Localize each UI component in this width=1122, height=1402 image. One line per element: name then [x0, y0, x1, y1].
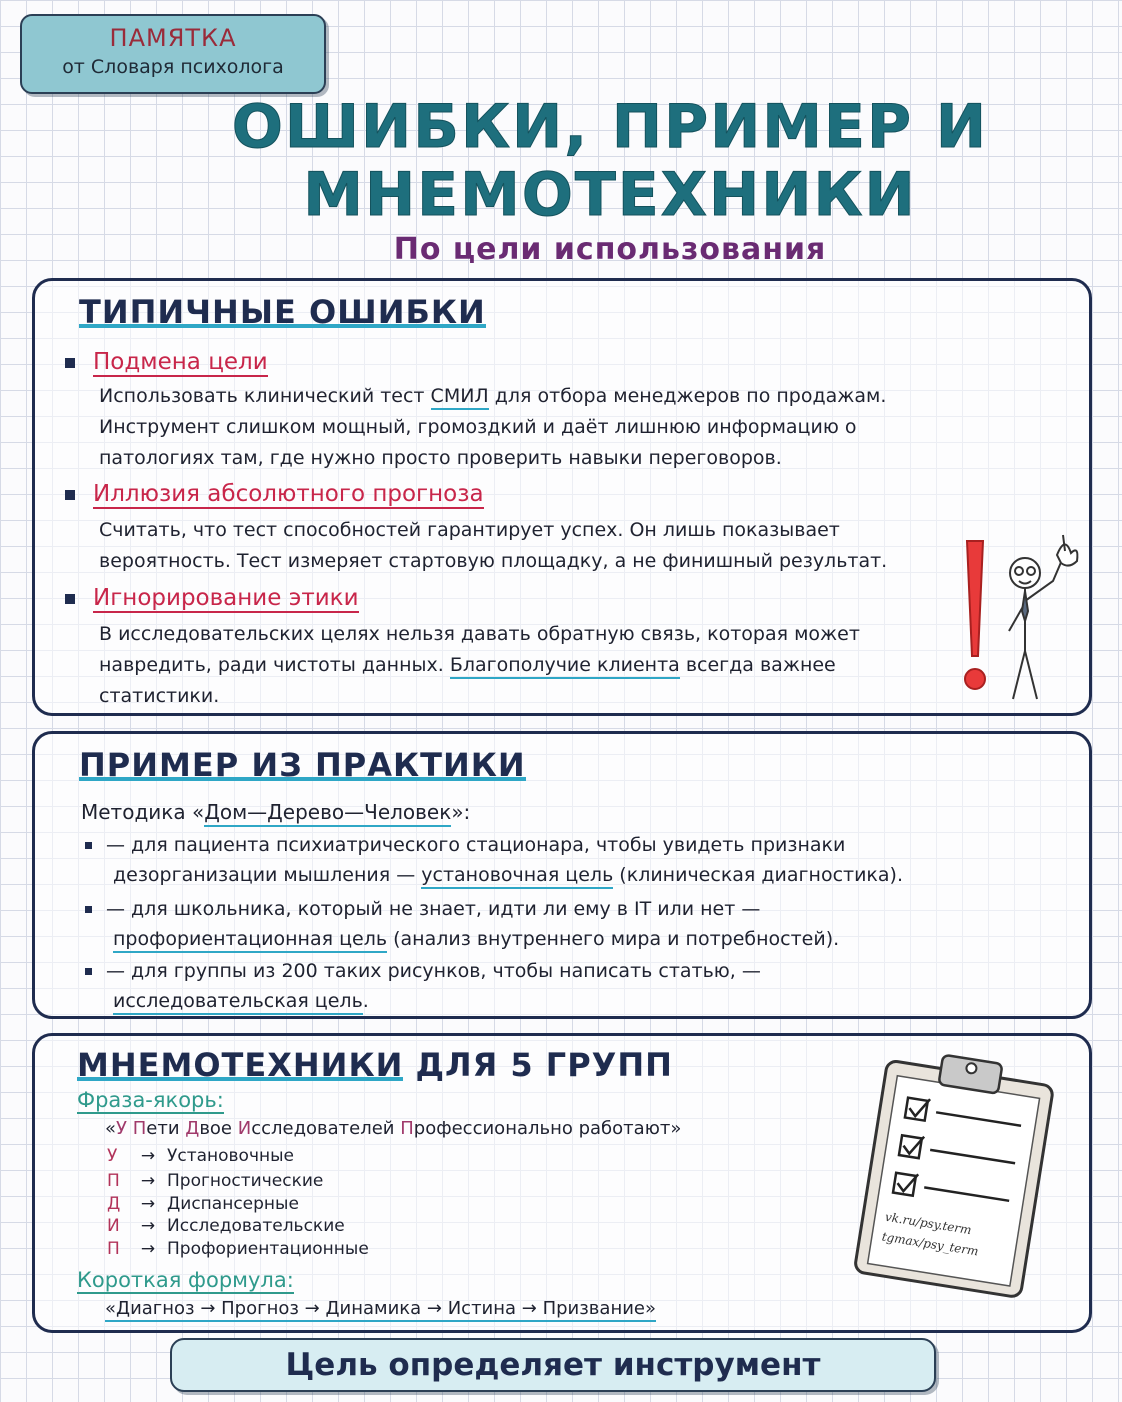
group-item-1 [107, 1146, 294, 1166]
phrase-rest: рофессионально работают» [413, 1118, 682, 1139]
mnemonics-title [77, 1046, 673, 1084]
bullet-icon [65, 490, 75, 500]
bullet-icon [85, 842, 92, 849]
clipboard-illustration [847, 1039, 1062, 1304]
phrase-rest: сследователей [251, 1118, 401, 1139]
arrow-icon: → [140, 1239, 156, 1259]
errors-title [79, 293, 486, 331]
example-2-line2b: (анализ внутреннего мира и потребностей). [387, 928, 840, 950]
example-bullet-3-cont [113, 990, 369, 1012]
error-1-text-a: Использовать клинический тест [99, 385, 431, 407]
formula-label [77, 1268, 294, 1292]
group-letter: И [107, 1216, 120, 1236]
group-word: Установочные [167, 1146, 295, 1166]
memo-source: от Словаря психолога [62, 56, 284, 78]
phrase-letter: П [132, 1118, 147, 1139]
error-3-text-b: всегда важнее статистики. [99, 654, 836, 707]
error-item-3-text [99, 619, 939, 712]
bullet-icon [65, 358, 75, 368]
method-name: Дом—Дерево—Человек [204, 800, 451, 827]
bullet-icon [85, 968, 92, 975]
page-title-line1: ОШИБКИ, ПРИМЕР И [231, 92, 989, 162]
error-item-3-heading [65, 585, 359, 611]
group-word: Диспансерные [167, 1194, 299, 1214]
example-title [79, 746, 526, 784]
footer-banner: Цель определяет инструмент [170, 1338, 936, 1392]
example-title-text: ПРИМЕР ИЗ ПРАКТИКИ [79, 746, 526, 784]
memo-tag [20, 14, 326, 94]
group-item-4 [107, 1216, 345, 1236]
formula-label-text: Короткая формула: [77, 1268, 294, 1292]
exclamation-icon [965, 541, 985, 689]
formula-line [105, 1298, 656, 1319]
group-letter: П [107, 1171, 120, 1191]
errors-card [32, 278, 1092, 716]
phrase-letter: Д [185, 1118, 200, 1139]
clipboard-link-2[interactable]: tgmax/psy_term [880, 1229, 980, 1259]
error-item-2-text: Считать, что тест способностей гарантирует успех. Он лишь показывает вероятность. Тест измеряет стартовую площадку, а не финишный результат. [99, 519, 888, 572]
group-item-3 [107, 1194, 299, 1214]
example-2-highlight: профориентационная цель [113, 928, 387, 953]
error-3-label: Игнорирование этики [93, 585, 359, 611]
stick-figure-icon [1009, 535, 1077, 699]
group-word: Прогностические [167, 1171, 324, 1191]
errors-title-text: ТИПИЧНЫЕ ОШИБКИ [79, 293, 486, 331]
mnemonics-title-b: ДЛЯ 5 ГРУПП [403, 1046, 673, 1084]
anchor-phrase [105, 1118, 681, 1139]
arrow-icon: → [140, 1216, 156, 1236]
bullet-icon [85, 906, 92, 913]
clipboard-link-1[interactable]: vk.ru/psy.term [884, 1209, 973, 1238]
page-subtitle: По цели использования [393, 232, 827, 267]
clipboard-icon [847, 1039, 1062, 1304]
example-1-line2a: дезорганизации мышления — [113, 864, 422, 886]
method-line [81, 800, 470, 824]
method-prefix: Методика « [81, 800, 205, 824]
page-title-line2: МНЕМОТЕХНИКИ [303, 160, 917, 230]
group-item-2 [107, 1171, 323, 1191]
phrase-quote: « [105, 1118, 117, 1139]
anchor-label [77, 1088, 224, 1112]
example-1-line1: — для пациента психиатрического стационара, чтобы увидеть признаки [106, 834, 846, 856]
error-3-highlight: Благополучие клиента [450, 654, 680, 679]
group-letter: Д [107, 1194, 121, 1214]
group-letter: У [107, 1146, 118, 1166]
example-bullet-2-cont [113, 928, 839, 950]
arrow-icon: → [140, 1146, 156, 1166]
method-suffix: »: [451, 800, 471, 824]
example-bullet-1-cont [113, 864, 903, 886]
example-bullet-2 [85, 898, 760, 920]
bullet-icon [65, 594, 75, 604]
phrase-letter: И [237, 1118, 252, 1139]
example-bullet-1 [85, 834, 845, 856]
anchor-label-text: Фраза-якорь: [77, 1088, 224, 1112]
arrow-icon: → [140, 1194, 156, 1214]
group-letter: П [107, 1239, 120, 1259]
group-word: Профориентационные [167, 1239, 369, 1259]
example-bullet-3 [85, 960, 761, 982]
memo-label: ПАМЯТКА [109, 24, 237, 52]
example-card [32, 731, 1092, 1019]
example-3-line1: — для группы из 200 таких рисунков, чтобы написать статью, — [106, 960, 761, 982]
phrase-letter: У [116, 1118, 127, 1139]
mnemonics-card [32, 1033, 1092, 1333]
error-1-label: Подмена цели [93, 349, 268, 375]
group-word: Исследовательские [167, 1216, 345, 1236]
example-2-line1: — для школьника, который не знает, идти ли ему в IT или нет — [106, 898, 761, 920]
group-item-5 [107, 1239, 369, 1259]
phrase-rest: ети [146, 1118, 186, 1139]
error-item-2-heading [65, 481, 484, 507]
example-3-highlight: исследовательская цель [113, 990, 363, 1015]
formula-text: «Диагноз → Прогноз → Динамика → Истина → Призвание» [105, 1298, 656, 1322]
error-3-text-a: В исследовательских целях нельзя давать обратную связь, которая может навредить, ради чистоты данных. [99, 623, 860, 676]
error-item-1-text [99, 381, 959, 474]
example-1-line2b: (клиническая диагностика). [613, 864, 903, 886]
arrow-icon: → [140, 1171, 156, 1191]
error-item-1-heading [65, 349, 268, 375]
example-1-highlight: установочная цель [421, 864, 613, 889]
error-2-label: Иллюзия абсолютного прогноза [93, 481, 484, 507]
error-1-highlight: СМИЛ [431, 385, 489, 410]
warning-figure-illustration [953, 531, 1083, 711]
phrase-letter: П [400, 1118, 414, 1139]
error-1-text-b: для отбора менеджеров по продажам. Инструмент слишком мощный, громоздкий и даёт лишнюю информацию о патологиях там, где нужно просто проверить навыки переговоров. [99, 385, 887, 469]
mnemonics-title-a: МНЕМОТЕХНИКИ [77, 1046, 404, 1084]
phrase-rest: вое [199, 1118, 238, 1139]
example-3-line2b: . [362, 990, 369, 1012]
